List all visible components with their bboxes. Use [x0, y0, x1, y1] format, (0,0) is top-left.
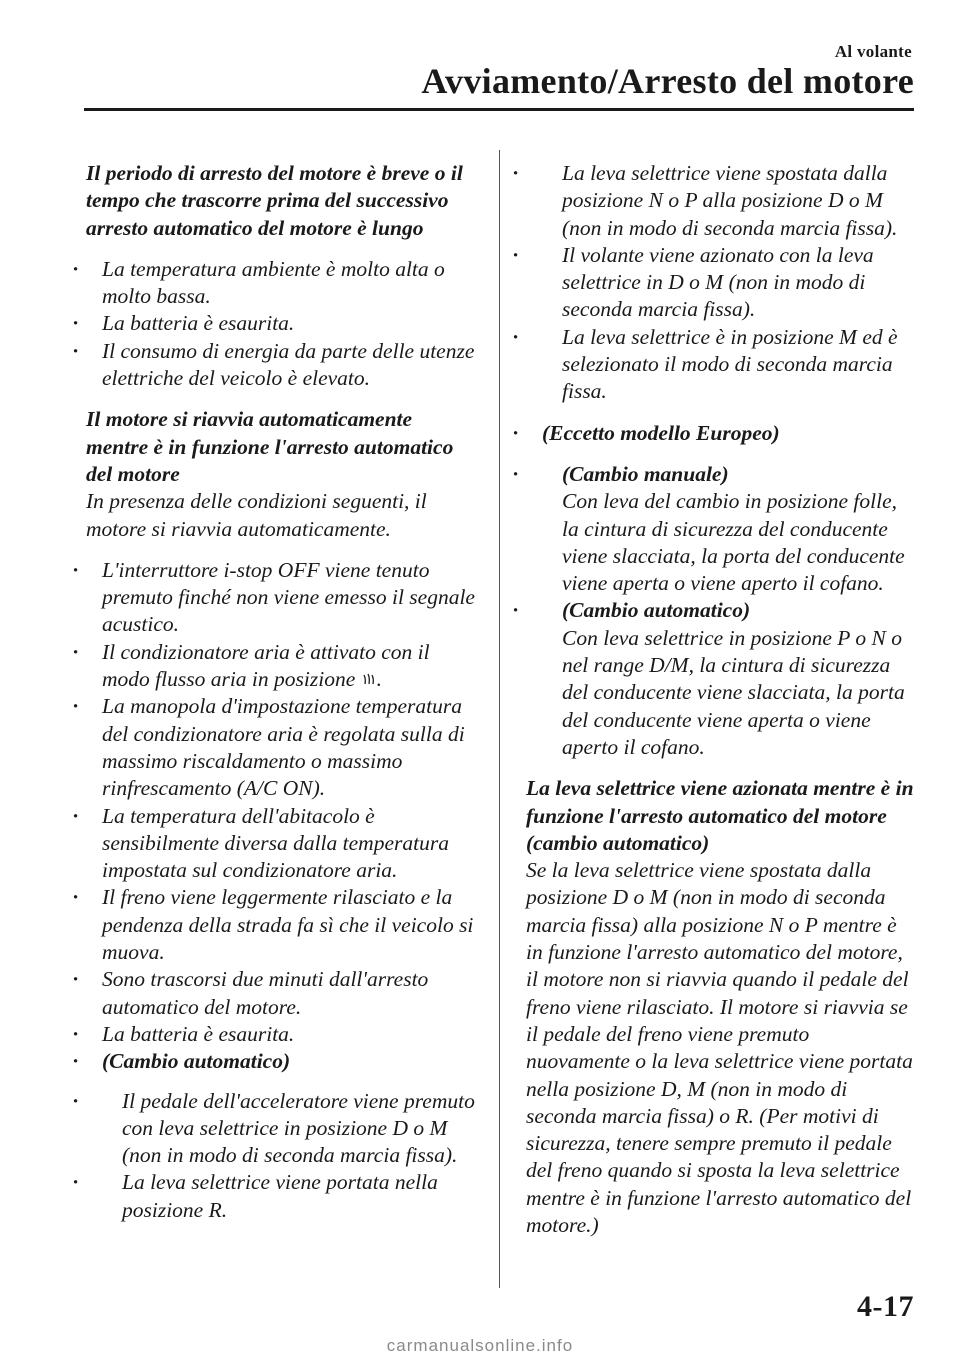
page-title: Avviamento/Arresto del motore	[421, 61, 914, 101]
list-item: · La leva selettrice è in posizione M ed è selezionato il modo di seconda marcia fissa.	[526, 324, 918, 406]
list-item-punct: .	[376, 667, 382, 692]
right-column	[526, 160, 918, 1239]
list-item-text: Con leva selettrice in posizione P o N o nel range D/M, la cintura di sicurezza del conducente viene slacciata, la porta del conducente viene aperta o viene aperto il cofano.	[562, 625, 905, 759]
header-rule	[84, 108, 914, 111]
list-item: · Il pedale dell'acceleratore viene premuto con leva selettrice in posizione D o M (non in modo di seconda marcia fissa).	[86, 1088, 478, 1170]
sublist-automatic-cont	[526, 160, 918, 406]
defrost-airflow-icon	[362, 672, 376, 686]
list-item: · La batteria è esaurita.	[86, 310, 478, 337]
list-except-europe	[526, 420, 918, 447]
list-item: · La temperatura dell'abitacolo è sensibilmente diversa dalla temperatura impostata sul condizionatore aria.	[86, 803, 478, 885]
paragraph-selector-lever: Se la leva selettrice viene spostata dalla posizione D o M (non in modo di seconda marcia fissa) alla posizione N o P mentre è in funzione l'arresto automatico del motore, il motore non si riavvia quando il pedale del freno viene rilasciato. Il motore si riavvia se il pedale del freno viene premuto nuovamente o la leva selettrice viene portata nella posizione D, M (non in modo di seconda marcia fissa) o R. (Per motivi di sicurezza, tenere sempre premuto il pedale del freno quando si sposta la leva selettrice mentre è in funzione l'arresto automatico del motore.)	[526, 858, 913, 1237]
column-divider	[499, 150, 500, 1288]
list-item	[526, 597, 918, 761]
list-item: · (Eccetto modello Europeo)	[526, 420, 918, 447]
list-item	[526, 461, 918, 597]
paragraph-auto-restart: In presenza delle condizioni seguenti, il motore si riavvia automaticamente.	[86, 489, 427, 541]
list-item: · (Cambio automatico)	[86, 1048, 478, 1075]
list-conditions-1	[86, 256, 478, 392]
list-item: · La temperatura ambiente è molto alta o molto bassa.	[86, 256, 478, 311]
heading-auto-restart: Il motore si riavvia automaticamente mentre è in funzione l'arresto automatico del motore	[86, 407, 454, 486]
sublist-automatic	[86, 1088, 478, 1224]
list-item: · Il consumo di energia da parte delle utenze elettriche del veicolo è elevato.	[86, 338, 478, 393]
list-item: · Sono trascorsi due minuti dall'arresto automatico del motore.	[86, 966, 478, 1021]
list-item: · La leva selettrice viene spostata dalla posizione N o P alla posizione D o M (non in modo di seconda marcia fissa).	[526, 160, 918, 242]
list-item: · Il volante viene azionato con la leva selettrice in D o M (non in modo di seconda marcia fissa).	[526, 242, 918, 324]
list-item: · Il freno viene leggermente rilasciato e la pendenza della strada fa sì che il veicolo si muova.	[86, 884, 478, 966]
list-item	[86, 639, 478, 694]
list-item-text: Con leva del cambio in posizione folle, la cintura di sicurezza del conducente viene slacciata, la porta del conducente viene aperta o viene aperto il cofano.	[562, 489, 905, 596]
page-number: 4-17	[857, 1290, 914, 1323]
list-item: · La batteria è esaurita.	[86, 1021, 478, 1048]
list-item-label: · (Cambio manuale)	[562, 461, 729, 486]
list-item: · La manopola d'impostazione temperatura del condizionatore aria è regolata sulla di massimo riscaldamento o massimo rinfrescamento (A/C ON).	[86, 693, 478, 802]
heading-selector-lever: La leva selettrice viene azionata mentre è in funzione l'arresto automatico del motore (cambio automatico)	[526, 776, 914, 855]
list-item: · La leva selettrice viene portata nella posizione R.	[86, 1169, 478, 1224]
list-item: · L'interruttore i-stop OFF viene tenuto premuto finché non viene emesso il segnale acustico.	[86, 557, 478, 639]
heading-short-stop: Il periodo di arresto del motore è breve o il tempo che trascorre prima del successivo arresto automatico del motore è lungo	[86, 161, 463, 240]
left-column	[86, 160, 478, 1224]
list-item-label: · (Cambio automatico)	[562, 598, 751, 623]
list-conditions-2	[86, 557, 478, 1076]
sublist-except-europe	[526, 461, 918, 761]
section-label: Al volante	[834, 42, 912, 61]
watermark: carmanualsonline.info	[386, 1336, 574, 1355]
list-item-text: Il condizionatore aria è attivato con il modo flusso aria in posizione	[102, 639, 430, 692]
